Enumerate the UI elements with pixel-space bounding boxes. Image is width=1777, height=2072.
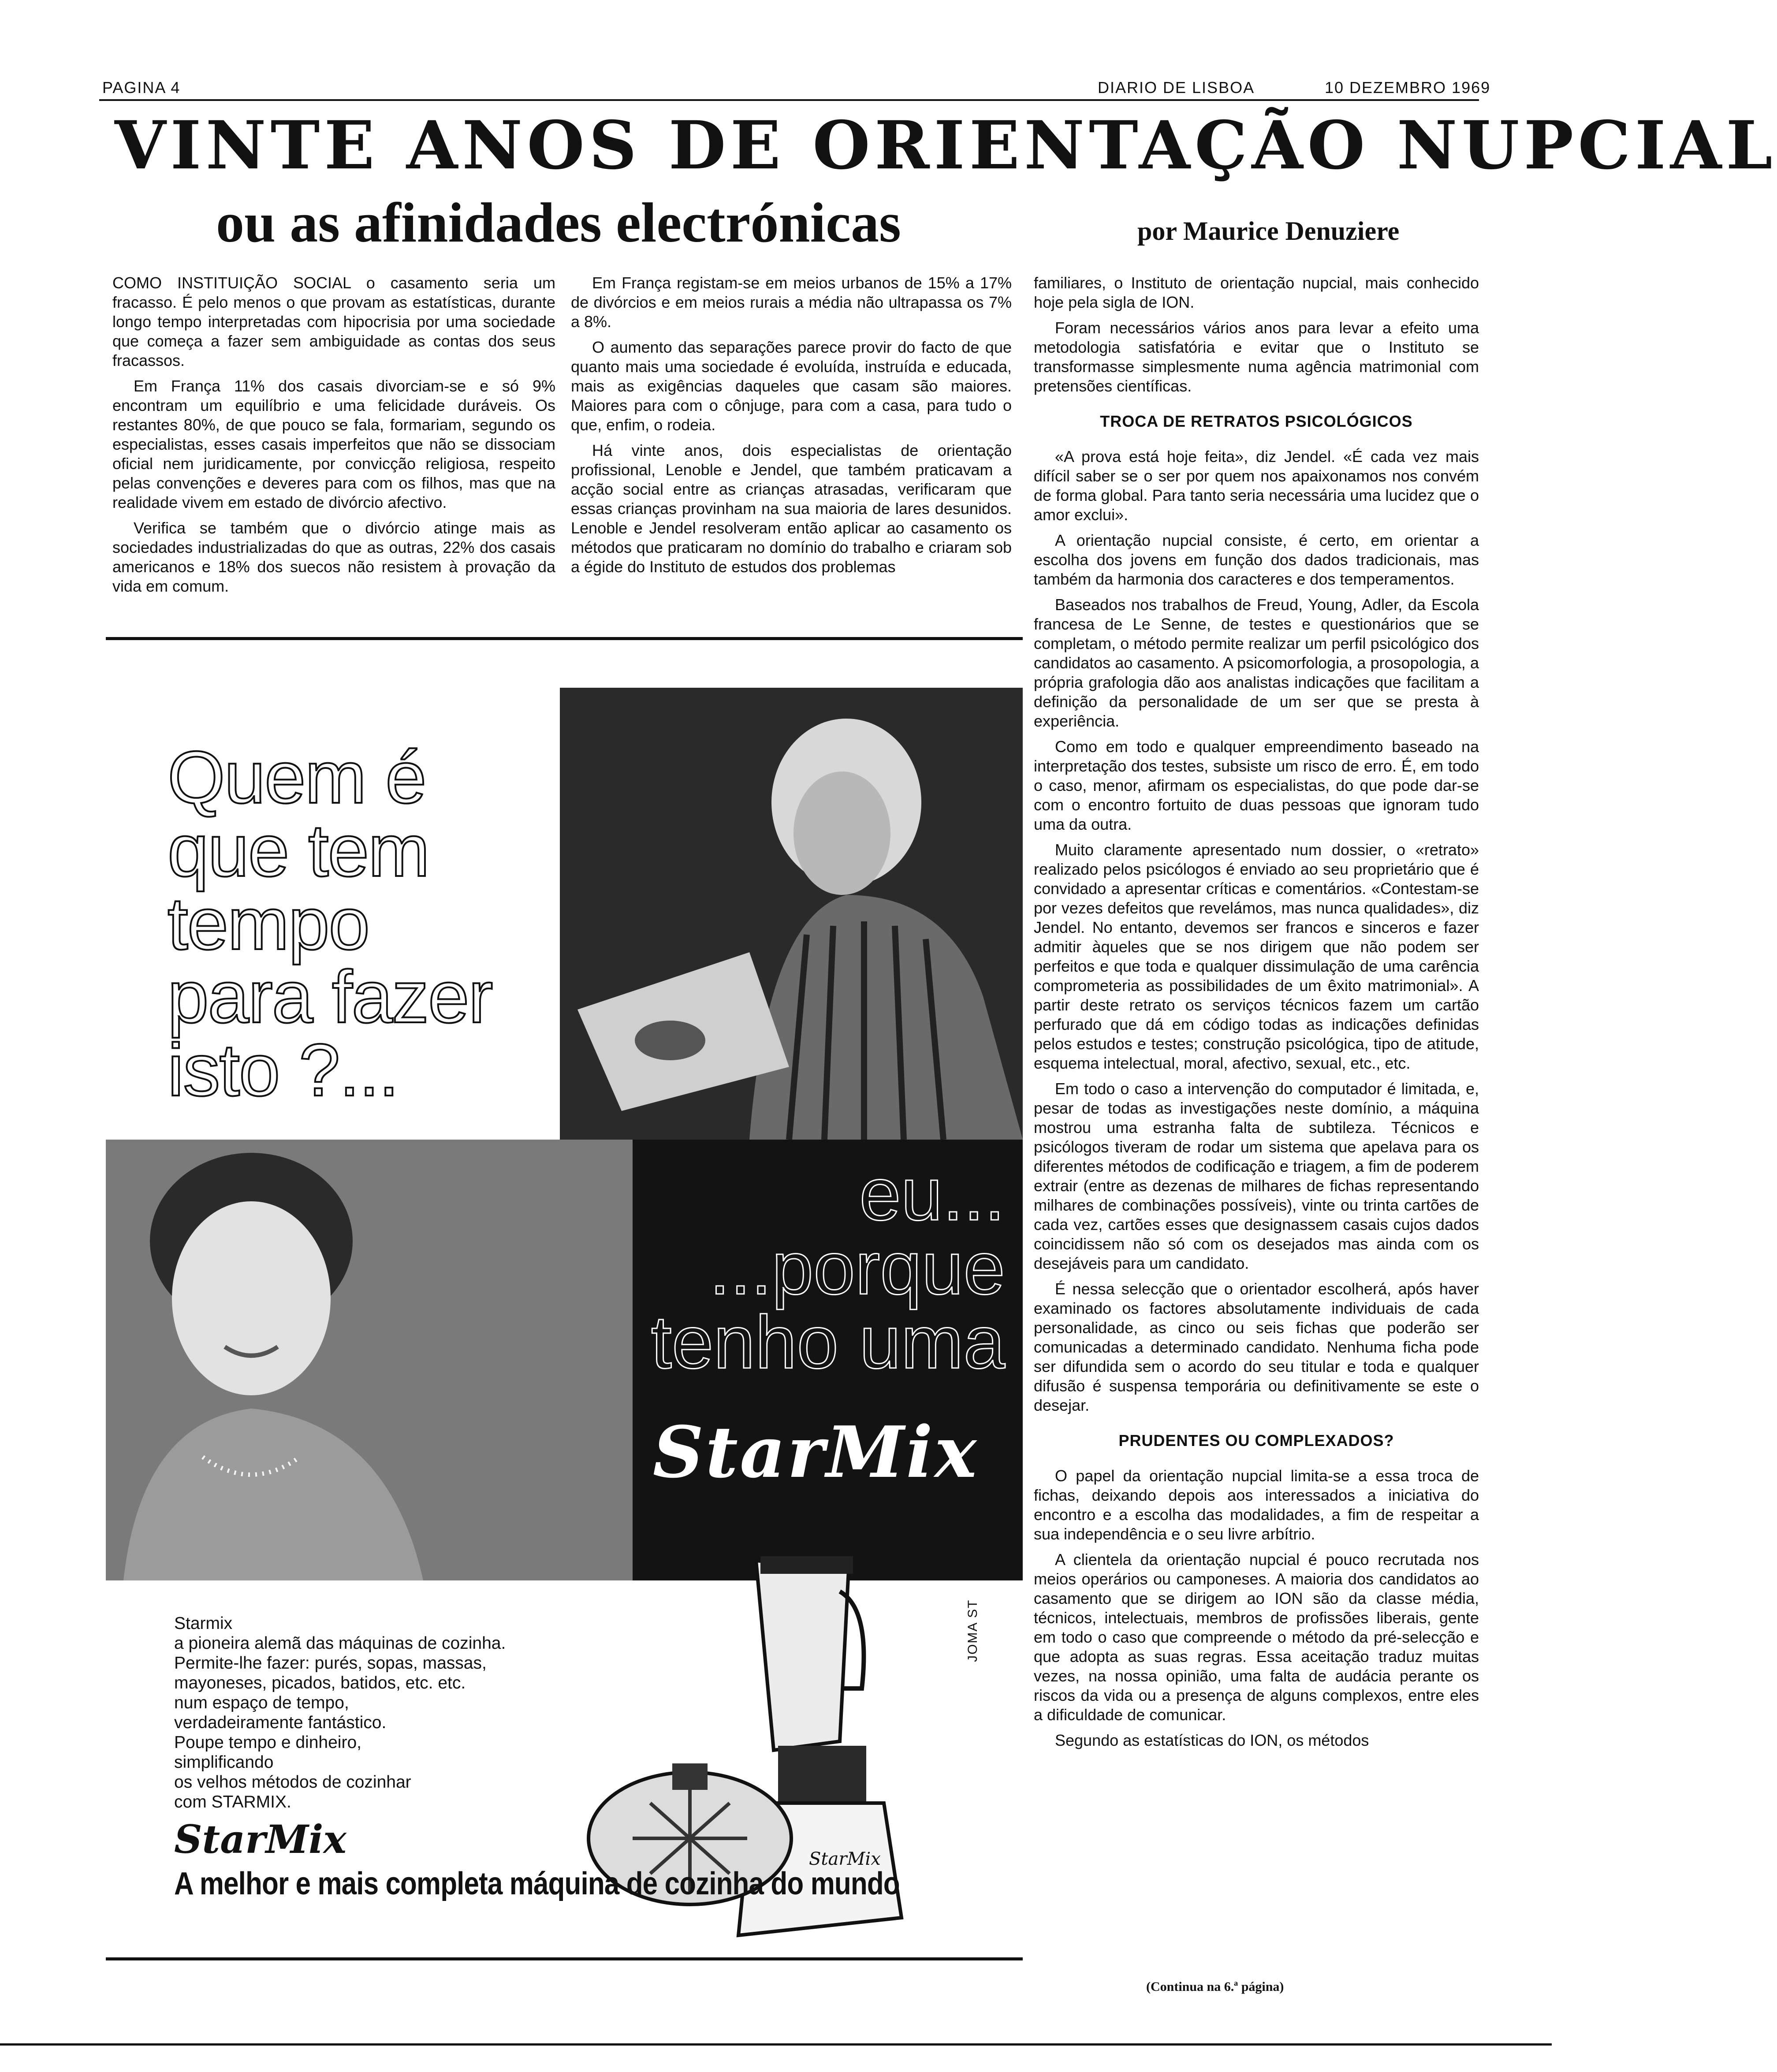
paragraph: Foram necessários vários anos para levar a efeito uma metodologia satisfatória e evitar que o Instituto se transformasse simplesmente numa agência matrimonial com pretensões científicas. bbox=[1034, 319, 1479, 395]
smiling-woman-illustration bbox=[106, 1140, 633, 1580]
paragraph: «A prova está hoje feita», diz Jendel. «É cada vez mais difícil saber se o ser por quem nos apaixonamos nos convém de forma global. Para tanto seria necessária uma lucidez que o amor exclui». bbox=[1034, 447, 1479, 524]
paragraph: A orientação nupcial consiste, é certo, em orientar a escolha dos jovens em função dos dados tradicionais, mas também da harmonia dos caracteres e dos temperamentos. bbox=[1034, 531, 1479, 588]
issue-date: 10 DEZEMBRO 1969 bbox=[1325, 78, 1491, 97]
article-byline: por Maurice Denuziere bbox=[1137, 216, 1400, 246]
paragraph: Segundo as estatísticas do ION, os métodos bbox=[1055, 1731, 1369, 1749]
paragraph: É nessa selecção que o orientador escolherá, após haver examinado os factores absolutamente individuais de cada personalidade, as cinco ou seis fichas que poderão ser comunicadas a determinado candidato. Nenhuma ficha pode ser difundida sem o acordo do seu titular e toda e qualquer difusão é suspensa temporária ou definitivamente se este o desejar. bbox=[1034, 1280, 1479, 1414]
paragraph: Em todo o caso a intervenção do computador é limitada, e, pesar de todas as investigações neste domínio, a máquina mostrou uma estranha falta de subtileza. Técnicos e psicólogos tiveram de rodar um sistema que apelava para os diferentes métodos de codificação e triagem, a fim de poderem extrair (entre as dezenas de milhares de fichas representando milhares de combinações possíveis), vinte ou trinta cartões de cada vez, cartões esses que designassem casais cujos dados coincidissem não só com os desejados mas ainda com os desejáveis para um candidato. bbox=[1034, 1080, 1479, 1272]
article-column-2 bbox=[571, 273, 1012, 583]
ad-photo-smiling-woman bbox=[106, 1140, 633, 1580]
paragraph: O aumento das separações parece provir do facto de que quanto mais uma sociedade é evoluída, instruída e educada, mais as exigências daqueles que casam são maiores. Maiores para com o cônjuge, para com a casa, para tudo o que, enfim, o rodeia. bbox=[571, 338, 1012, 434]
ad-body-line: verdadeiramente fantástico. bbox=[174, 1713, 387, 1732]
ad-body-line: a pioneira alemã das máquinas de cozinha. bbox=[174, 1634, 506, 1653]
section-heading: TROCA DE RETRATOS PSICOLÓGICOS bbox=[1100, 412, 1413, 430]
paragraph: O papel da orientação nupcial limita-se a essa troca de fichas, deixando depois aos interessados a iniciativa do encontro e a escolha das modalidades, a fim de respeitar a sua independência e o seu livre arbítrio. bbox=[1034, 1467, 1479, 1543]
paragraph: Em França registam-se em meios urbanos de 15% a 17% de divórcios e em meios rurais a média não ultrapassa os 7% a 8%. bbox=[571, 274, 1012, 331]
ad-body-line: num espaço de tempo, bbox=[174, 1693, 349, 1712]
continuation-note: (Continua na 6.ª página) bbox=[1146, 1979, 1284, 1994]
paragraph: Muito claramente apresentado num dossier, o «retrato» realizado pelos psicólogos é enviado ao seu proprietário que é convidado a apresentar críticas e comentários. «Contestam-se por vezes defeitos que revelámos, mas nunca qualidades», diz Jendel. No entanto, devemos ser francos e sinceros e fazer admitir àqueles que se nos dirigem que não podem ser perfeitos e que toda e qualquer dissimulação de uma carência comprometeria as possibilidades de um êxito matrimonial». A partir deste retrato os serviços técnicos fazem um cartão perfurado que dá em código todas as indicações definidas pelos estudos e testes; construção psicológica, tipo de atitude, esquema intelectual, moral, afectivo, sexual, etc., etc. bbox=[1034, 841, 1479, 1072]
ad-body-line: simplificando bbox=[174, 1753, 274, 1772]
page-bottom-rule bbox=[0, 2043, 1552, 2046]
ad-body-line: Permite-lhe fazer: purés, sopas, massas, bbox=[174, 1654, 487, 1673]
ad-body-line: os velhos métodos de cozinhar bbox=[174, 1773, 411, 1792]
article-column-1 bbox=[112, 273, 555, 602]
ad-bottom-rule bbox=[106, 1957, 1023, 1960]
ad-credit: JOMA ST bbox=[965, 1599, 980, 1662]
newspaper-name: DIARIO DE LISBOA bbox=[1098, 78, 1255, 97]
paragraph: COMO INSTITUIÇÃO SOCIAL o casamento seria um fracasso. É pelo menos o que provam as estatísticas, durante longo tempo interpretadas com hipocrisia por uma sociedade que começa a fazer sem ambiguidade as contas dos seus fracassos. bbox=[112, 274, 555, 369]
ad-top-rule bbox=[106, 637, 1023, 640]
paragraph: Verifica se também que o divórcio atinge mais as sociedades industrializadas do que as outras, 22% dos casais americanos e 18% dos suecos não resistem à provação da vida em comum. bbox=[112, 519, 555, 595]
paragraph: Em França 11% dos casais divorciam-se e só 9% encontram um equilíbrio e uma felicidade duráveis. Os restantes 80%, de que pouco se fala, formariam, segundo os especialistas, esses casais imperfeitos que não se dissociam oficial nem juridicamente, por convicção religiosa, respeito pelas convenções e deveres para com os filhos, mas que na realidade vivem em estado de divórcio afectivo. bbox=[112, 377, 555, 511]
ad-photo-reading-woman bbox=[560, 688, 1023, 1140]
paragraph: Como em todo e qualquer empreendimento baseado na interpretação dos testes, subsiste um risco de erro. É, em todo o caso, menor, afirmam os especialistas, do que pode dar-se com o encontro fortuito de duas pessoas que ignoram tudo uma da outra. bbox=[1034, 738, 1479, 833]
paragraph: A clientela da orientação nupcial é pouco recrutada nos meios operários ou camponeses. A maioria dos candidatos ao casamento que se dirigem ao ION são da classe média, técnicos, intelectuais, membros de profissões liberais, gente em todo o caso que compreende o método da pré-selecção e que adopta as suas regras. Essa aceitação traduz muitas vezes, na nossa opinião, uma falta de audácia perante os riscos da vida ou a presença de alguns complexos, entre eles a dificuldade de comunicar. bbox=[1034, 1550, 1479, 1724]
ad-body-line: com STARMIX. bbox=[174, 1793, 291, 1811]
page-number: PAGINA 4 bbox=[102, 78, 181, 97]
article-subheadline: ou as afinidades electrónicas bbox=[216, 191, 901, 254]
section-heading: PRUDENTES OU COMPLEXADOS? bbox=[1118, 1431, 1394, 1450]
ad-body-line: Poupe tempo e dinheiro, bbox=[174, 1733, 361, 1752]
ad-tagline: A melhor e mais completa máquina de cozinha do mundo bbox=[174, 1866, 900, 1901]
header-rule bbox=[99, 99, 1479, 101]
ad-answer-text: eu... ...porque tenho uma bbox=[651, 1152, 1005, 1384]
starmix-logo-small: StarMix bbox=[174, 1816, 346, 1862]
ad-body-copy bbox=[174, 1614, 606, 1812]
ad-body-line: Starmix bbox=[174, 1614, 233, 1633]
mixer-brand-label: StarMix bbox=[809, 1849, 881, 1869]
reading-woman-illustration bbox=[560, 688, 1023, 1140]
article-headline: VINTE ANOS DE ORIENTAÇÃO NUPCIAL bbox=[115, 107, 1777, 184]
paragraph: Baseados nos trabalhos de Freud, Young, Adler, da Escola francesa de Le Senne, de testes e questionários que se completam, o método permite realizar um perfil psicológico dos candidatos ao casamento. A psicomorfologia, a prosopologia, a própria grafologia dão aos analistas indicações que facilitam a definição da personalidade de um ser que se presta à experiência. bbox=[1034, 596, 1479, 730]
starmix-logo-large: StarMix bbox=[652, 1411, 979, 1494]
paragraph: Há vinte anos, dois especialistas de orientação profissional, Lenoble e Jendel, que também praticavam a acção social entre as crianças atrasadas, verificaram que essas crianças provinham na sua maioria de lares desunidos. Lenoble e Jendel resolveram então aplicar ao casamento os métodos que praticaram no domínio do trabalho e criaram sob a égide do Instituto de estudos dos problemas bbox=[571, 441, 1012, 576]
paragraph: familiares, o Instituto de orientação nupcial, mais conhecido hoje pela sigla de ION. bbox=[1034, 274, 1479, 311]
article-column-3 bbox=[1034, 273, 1479, 1756]
ad-question-text: Quem é que tem tempo para fazer isto ?... bbox=[168, 736, 492, 1111]
ad-body-line: mayoneses, picados, batidos, etc. etc. bbox=[174, 1673, 466, 1692]
